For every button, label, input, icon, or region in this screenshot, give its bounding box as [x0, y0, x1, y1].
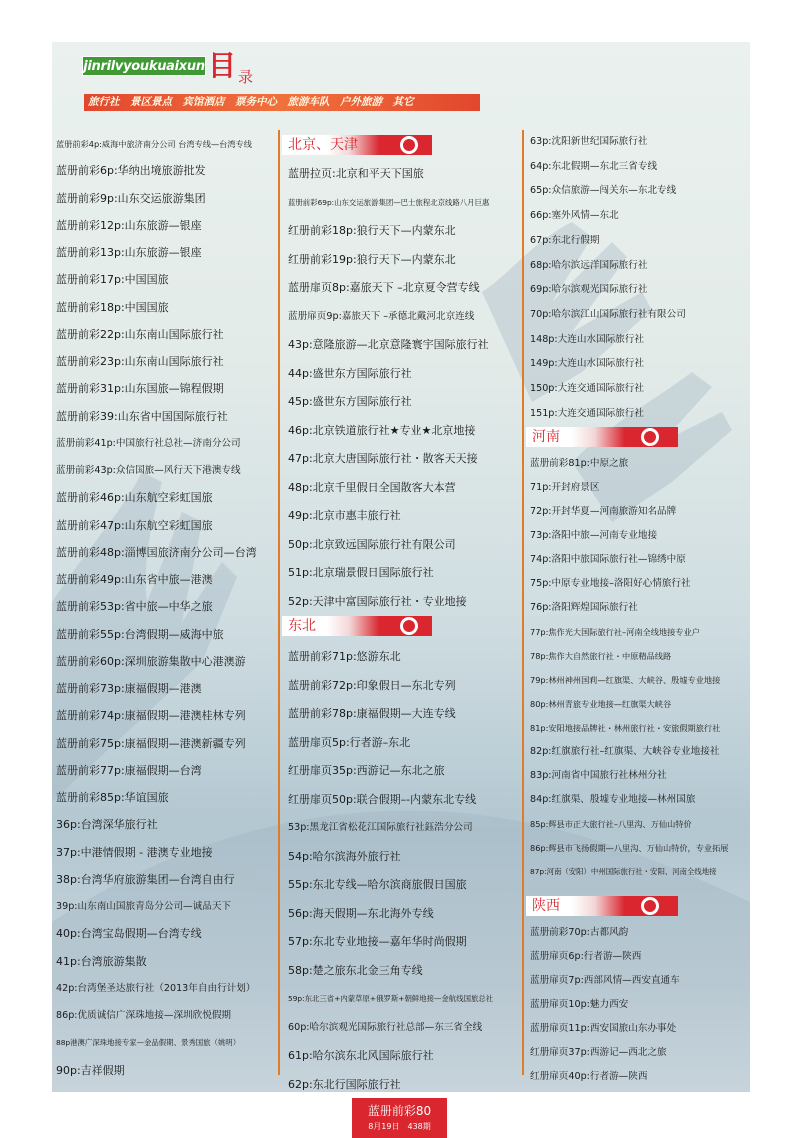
list-item: 84p:红旗渠、殷墟专业地接—林州国旅: [530, 794, 696, 805]
list-item: 红册扉页37p:西游记—西北之旅: [530, 1047, 667, 1058]
list-item: 69p:哈尔滨观光国际旅行社: [530, 284, 648, 296]
column-divider-2: [522, 130, 524, 1075]
list-item: 蓝册扉页5p:行者游–东北: [288, 735, 411, 749]
list-item: 蓝册前彩4p:威海中旅济南分公司 台湾专线—台湾专线: [56, 139, 252, 149]
list-item: 45p:盛世东方国际旅行社: [288, 395, 412, 408]
list-item: 49p:北京市惠丰旅行社: [288, 509, 401, 522]
list-item: 83p:河南省中国旅行社林州分社: [530, 770, 667, 781]
list-item: 51p:北京瑞景假日国际旅行社: [288, 566, 434, 579]
list-item: 71p:开封府景区: [530, 482, 600, 493]
list-item: 蓝册前彩53p:省中旅—中华之旅: [56, 600, 213, 614]
list-item: 蓝册前彩60p:深圳旅游集散中心港澳游: [56, 654, 246, 668]
page-footer: [352, 1098, 447, 1138]
list-item: 86p:辉县市飞扬假期—八里沟、万仙山特价，专业拓展: [530, 843, 729, 853]
list-item: 蓝册前彩22p:山东南山国际旅行社: [56, 327, 224, 341]
list-item: 蓝册扉页6p:行者游—陕西: [530, 951, 642, 962]
footer-title: 蓝册前彩80: [367, 1104, 432, 1118]
list-item: 蓝册前彩81p:中原之旅: [530, 458, 629, 469]
section-header-dongbei: [282, 616, 432, 636]
list-item: 蓝册前彩72p:印象假日—东北专列: [288, 678, 456, 692]
list-item: 72p:开封华夏—河南旅游知名品牌: [530, 506, 677, 517]
list-item: 61p:哈尔滨东北风国际旅行社: [288, 1049, 434, 1062]
list-item: 46p:北京铁道旅行社★专业★北京地接: [288, 423, 476, 437]
list-item: 38p:台湾华府旅游集团—台湾自由行: [56, 872, 235, 886]
list-item: 蓝册前彩75p:康福假期—港澳新疆专列: [56, 736, 246, 750]
list-item: 红册扉页40p:行者游—陕西: [530, 1071, 648, 1082]
list-item: 64p:东北假期—东北三省专线: [530, 160, 658, 172]
list-item: 蓝册前彩55p:台湾假期—威海中旅: [56, 627, 224, 641]
list-item: 87p:河南（安阳）中州国际旅行社・安阳、河南全线地接: [530, 867, 717, 876]
section-title: 陕西: [532, 898, 560, 914]
list-item: 59p:东北三省+内蒙草原+俄罗斯+朝鲜地接—金航线国旅总社: [288, 994, 494, 1003]
list-item: 蓝册前彩39:山东省中国国际旅行社: [56, 409, 228, 423]
list-item: 47p:北京大唐国际旅行社・散客天天接: [288, 452, 478, 465]
list-item: 蓝册前彩13p:山东旅游—银座: [56, 246, 202, 259]
section-title: 河南: [532, 429, 560, 445]
list-item: 56p:海天假期—东北海外专线: [288, 906, 434, 920]
list-item: 149p:大连山水国际旅行社: [530, 358, 644, 370]
list-item: 82p:红旗旅行社–红旗渠、大峡谷专业地接社: [530, 746, 720, 757]
list-item: 蓝册前彩71p:悠游东北: [288, 650, 401, 663]
list-item: 蓝册前彩77p:康福假期—台湾: [56, 763, 202, 777]
list-item: 52p:天津中富国际旅行社・专业地接: [288, 594, 467, 608]
list-item: 蓝册前彩69p:山东交运旅游集团—巴士旅程北京线路八月巨惠: [288, 197, 490, 207]
section-header-henan: [526, 427, 678, 447]
section-title: 北京、天津: [288, 137, 358, 153]
list-item: 88p港澳广深珠地接专家—金品假期、景秀国旅（姚明）: [56, 1038, 241, 1048]
list-item: 48p:北京千里假日全国散客大本营: [288, 480, 456, 494]
list-item: 57p:东北专业地接—嘉年华时尚假期: [288, 935, 467, 948]
title-char-mu: 目: [208, 49, 237, 82]
list-item: 63p:沈阳新世纪国际旅行社: [530, 136, 648, 147]
list-item: 蓝册扉页9p:嘉旅天下 –承德北戴河北京连线: [288, 310, 475, 322]
list-item: 41p:台湾旅游集散: [56, 954, 147, 968]
list-item: 81p:安阳地接品牌社・林州旅行社・安旅假期旅行社: [530, 723, 721, 733]
list-item: 90p:吉祥假期: [56, 1063, 125, 1077]
list-item: 蓝册扉页8p:嘉旅天下 –北京夏令营专线: [288, 281, 480, 294]
list-item: 85p:辉县市正大旅行社–八里沟、万仙山特价: [530, 819, 692, 829]
list-item: 44p:盛世东方国际旅行社: [288, 366, 412, 380]
list-item: 70p:哈尔滨江山国际旅行社有限公司: [530, 308, 686, 320]
list-item: 78p:焦作大自然旅行社・中原精品线路: [530, 651, 672, 661]
title-char-lu: 录: [238, 68, 254, 86]
list-item: 73p:洛阳中旅—河南专业地接: [530, 530, 658, 541]
footer-date: 8月19日 438期: [368, 1122, 431, 1131]
list-item: 蓝册前彩18p:中国国旅: [56, 300, 169, 314]
list-item: 蓝册前彩9p:山东交运旅游集团: [56, 191, 206, 205]
list-item: 58p:楚之旅东北金三角专线: [288, 963, 423, 977]
list-item: 蓝册前彩73p:康福假期—港澳: [56, 682, 202, 695]
list-item: 77p:焦作光大国际旅行社–河南全线地接专业户: [530, 627, 700, 637]
list-item: 148p:大连山水国际旅行社: [530, 333, 644, 345]
list-item: 蓝册前彩85p:华谊国旅: [56, 791, 169, 804]
list-item: 红册扉页50p:联合假期–-内蒙东北专线: [288, 792, 477, 806]
list-item: 蓝册前彩48p:淄博国旅济南分公司—台湾: [56, 545, 257, 559]
list-item: 43p:意隆旅游—北京意隆寰宇国际旅行社: [288, 338, 489, 351]
list-item: 红册扉页35p:西游记—东北之旅: [288, 764, 445, 777]
list-item: 蓝册前彩23p:山东南山国际旅行社: [56, 355, 224, 368]
list-item: 蓝册拉页:北京和平天下国旅: [288, 167, 424, 180]
list-item: 150p:大连交通国际旅行社: [530, 383, 644, 394]
list-item: 蓝册前彩31p:山东国旅—锦程假期: [56, 382, 224, 396]
list-item: 蓝册扉页7p:西部风情—西安直通车: [530, 975, 680, 986]
list-item: 53p:黑龙江省松花江国际旅行社鈺浩分公司: [288, 822, 473, 833]
column-divider-1: [278, 130, 280, 1075]
list-item: 39p:山东南山国旅青岛分公司—诚品天下: [56, 901, 232, 912]
list-item: 蓝册前彩41p:中国旅行社总社—济南分公司: [56, 437, 241, 449]
list-item: 蓝册前彩74p:康福假期—港澳桂林专列: [56, 709, 246, 723]
list-item: 红册前彩18p:狼行天下—内蒙东北: [288, 224, 456, 237]
category-bar: 旅行社 景区景点 宾馆酒店 票务中心 旅游车队 户外旅游 其它: [84, 94, 480, 111]
list-item: 74p:洛阳中旅国际旅行社—锦绣中原: [530, 554, 686, 565]
list-item: 蓝册前彩46p:山东航空彩虹国旅: [56, 491, 213, 505]
list-item: 蓝册前彩47p:山东航空彩虹国旅: [56, 518, 213, 532]
list-item: 红册前彩19p:狼行天下—内蒙东北: [288, 252, 456, 266]
list-item: 67p:东北行假期: [530, 234, 600, 246]
section-header-shaanxi: [526, 896, 678, 916]
list-item: 66p:塞外风情—东北: [530, 210, 619, 222]
list-item: 蓝册前彩78p:康福假期—大连专线: [288, 707, 456, 720]
logo: jinrilvyoukuaixun: [82, 56, 206, 76]
list-item: 36p:台湾深华旅行社: [56, 818, 158, 832]
list-item: 蓝册前彩12p:山东旅游—银座: [56, 218, 202, 232]
section-title: 东北: [288, 618, 316, 634]
list-item: 37p:中港情假期 - 港澳专业地接: [56, 845, 213, 859]
list-item: 86p:优质诚信广深珠地接—深圳欣悦假期: [56, 1010, 232, 1021]
section-header-beijing-tianjin: [282, 135, 432, 155]
list-item: 40p:台湾宝岛假期—台湾专线: [56, 927, 202, 941]
list-item: 蓝册扉页10p:魅力西安: [530, 999, 629, 1010]
list-item: 76p:洛阳辉煌国际旅行社: [530, 602, 638, 613]
list-item: 75p:中原专业地接–洛阳好心情旅行社: [530, 578, 691, 589]
list-item: 55p:东北专线—哈尔滨商旅假日国旅: [288, 878, 467, 891]
list-item: 54p:哈尔滨海外旅行社: [288, 849, 401, 863]
list-item: 80p:林州青旅专业地接—红旗渠大峡谷: [530, 699, 672, 709]
list-item: 50p:北京致远国际旅行社有限公司: [288, 537, 456, 551]
list-item: 62p:东北行国际旅行社: [288, 1077, 401, 1091]
list-item: 蓝册前彩49p:山东省中旅—港澳: [56, 573, 213, 586]
list-item: 蓝册前彩70p:古都风韵: [530, 927, 629, 938]
list-item: 42p:台湾堡圣达旅行社（2013年自由行计划）: [56, 982, 256, 994]
list-item: 60p:哈尔滨观光国际旅行社总部—东三省全线: [288, 1021, 483, 1033]
list-item: 蓝册扉页11p:西安国旅山东办事处: [530, 1023, 677, 1034]
list-item: 蓝册前彩17p:中国国旅: [56, 273, 169, 287]
list-item: 151p:大连交通国际旅行社: [530, 407, 644, 419]
list-item: 蓝册前彩43p:众信国旅—风行天下港澳专线: [56, 465, 241, 476]
list-item: 蓝册前彩6p:华纳出境旅游批发: [56, 164, 206, 178]
list-item: 79p:林州神州国莉—红旗渠、大峡谷、殷墟专业地接: [530, 675, 721, 685]
list-item: 68p:哈尔滨远洋国际旅行社: [530, 259, 648, 271]
list-item: 65p:众信旅游—闯关东—东北专线: [530, 185, 677, 197]
